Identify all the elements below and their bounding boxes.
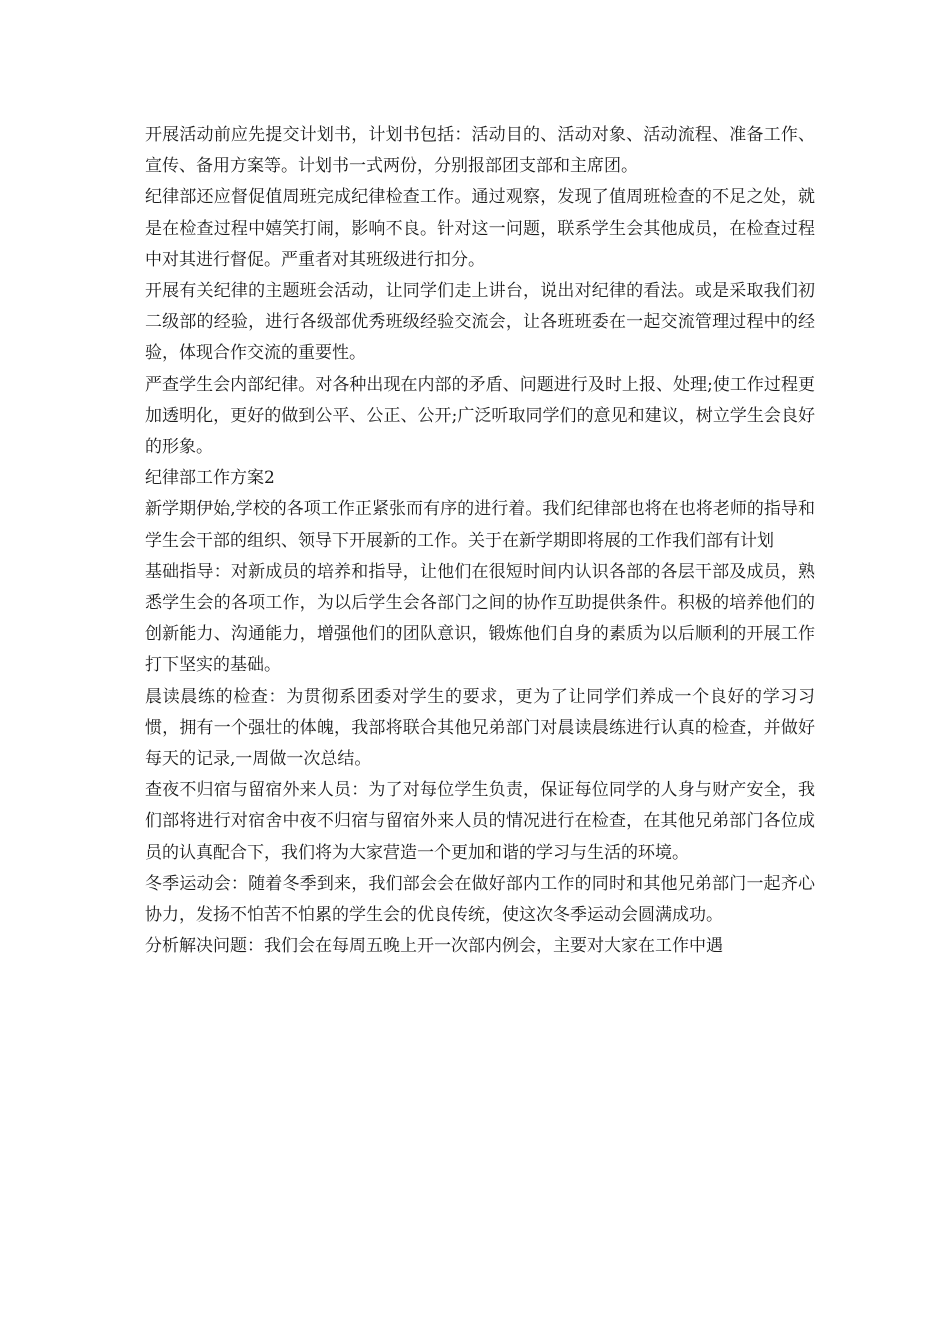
paragraph-night-check: 查夜不归宿与留宿外来人员：为了对每位学生负责，保证每位同学的人身与财产安全，我们部将进行对宿舍中夜不归宿与留宿外来人员的情况进行在检查，在其他兄弟部门各位成员的认真配合下，我们将为大家营造一个更加和谐的学习与生活的环境。 — [145, 780, 815, 863]
paragraph-internal-discipline: 严查学生会内部纪律。对各种出现在内部的矛盾、问题进行及时上报、处理;使工作过程更加透明化，更好的做到公平、公正、公开;广泛听取同学们的意见和建议，树立学生会良好的形象。 — [145, 374, 815, 458]
paragraph-duty-class-supervision: 纪律部还应督促值周班完成纪律检查工作。通过观察，发现了值周班检查的不足之处，就是在检查过程中嬉笑打闹，影响不良。针对这一问题，联系学生会其他成员，在检查过程中对其进行督促。严重者对其班级进行扣分。 — [145, 187, 815, 270]
paragraph-plan-submission: 开展活动前应先提交计划书，计划书包括：活动目的、活动对象、活动流程、准备工作、宣传、备用方案等。计划书一式两份，分别报部团支部和主席团。 — [145, 125, 815, 177]
paragraph-new-semester: 新学期伊始,学校的各项工作正紧张而有序的进行着。我们纪律部也将在也将老师的指导和学生会干部的组织、领导下开展新的工作。关于在新学期即将展的工作我们部有计划 — [145, 499, 815, 551]
paragraph-morning-check: 晨读晨练的检查：为贯彻系团委对学生的要求，更为了让同学们养成一个良好的学习习惯，拥有一个强壮的体魄，我部将联合其他兄弟部门对晨读晨练进行认真的检查，并做好每天的记录,一周做一次总结。 — [145, 686, 815, 770]
paragraph-class-meeting: 开展有关纪律的主题班会活动，让同学们走上讲台，说出对纪律的看法。或是采取我们初二级部的经验，进行各级部优秀班级经验交流会，让各班班委在一起交流管理过程中的经验，体现合作交流的重要性。 — [145, 281, 815, 364]
paragraph-problem-solving: 分析解决问题：我们会在每周五晚上开一次部内例会，主要对大家在工作中遇 — [145, 936, 723, 957]
paragraph-winter-games: 冬季运动会：随着冬季到来，我们部会会在做好部内工作的同时和其他兄弟部门一起齐心协力，发扬不怕苦不怕累的学生会的优良传统，使这次冬季运动会圆满成功。 — [145, 873, 815, 926]
paragraph-basic-guidance: 基础指导：对新成员的培养和指导，让他们在很短时间内认识各部的各层干部及成员，熟悉学生会的各项工作，为以后学生会各部门之间的协作互助提供条件。积极的培养他们的创新能力、沟通能力，增强他们的团队意识，锻炼他们自身的素质为以后顺利的开展工作打下坚实的基础。 — [145, 561, 815, 676]
section-heading: 纪律部工作方案2 — [145, 468, 275, 489]
document-page — [145, 120, 815, 962]
